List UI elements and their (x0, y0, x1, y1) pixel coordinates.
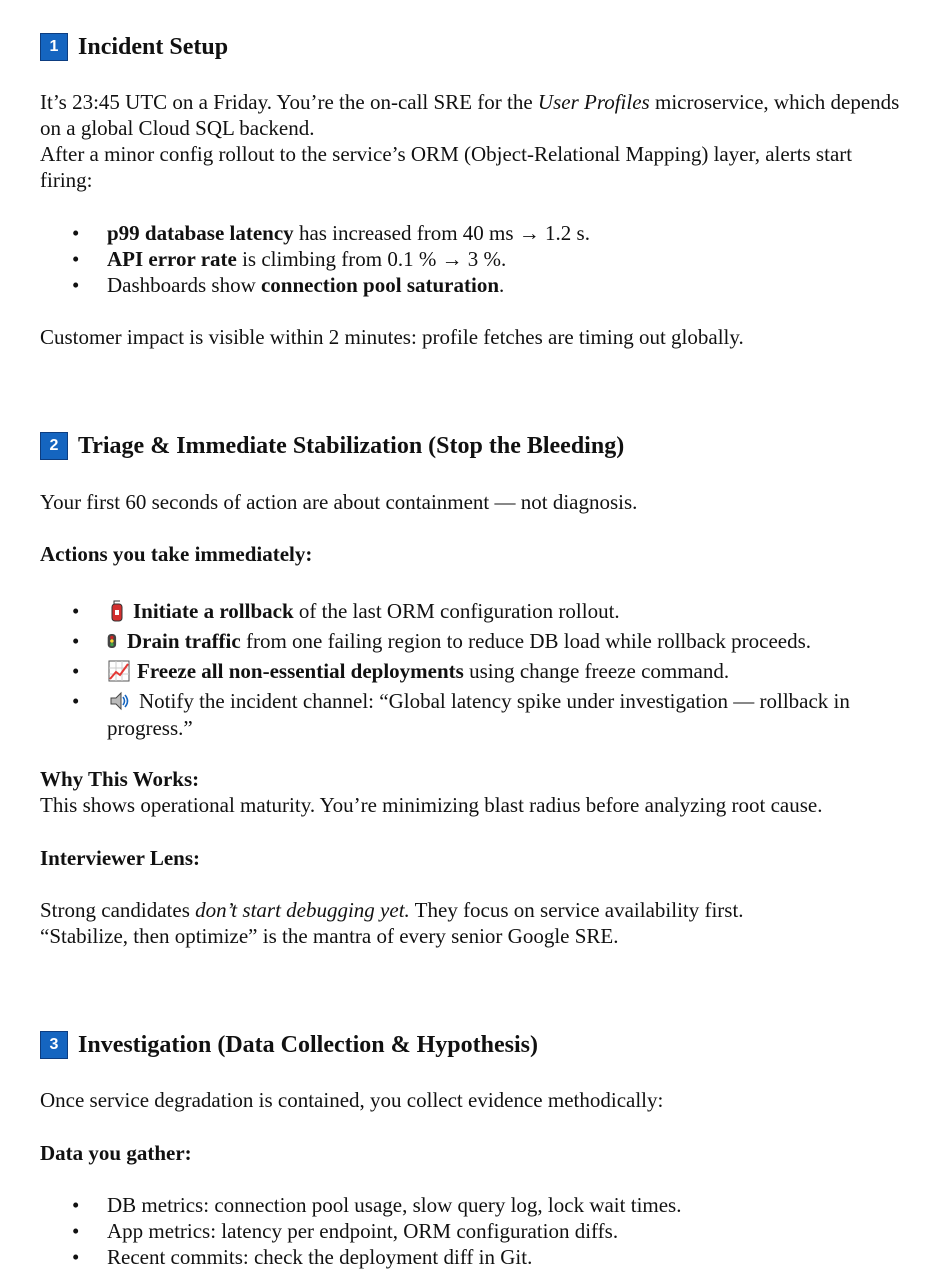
data-list (40, 1192, 900, 1270)
section-2-title: Triage & Immediate Stabilization (Stop the Bleeding) (78, 433, 625, 459)
section-1-intro (40, 89, 900, 193)
data-label: Data you gather: (40, 1141, 192, 1165)
list-item: • App metrics: latency per endpoint, ORM configuration diffs. (40, 1218, 900, 1244)
text: using change freeze command. (463, 659, 730, 683)
text: is climbing from 0.1 % → 3 %. (236, 247, 507, 271)
section-3-intro: Once service degradation is contained, you collect evidence methodically: (40, 1088, 664, 1112)
italic-text: don’t start debugging yet. (195, 898, 410, 922)
list-item: • Recent commits: check the deployment diff in Git. (40, 1244, 900, 1270)
list-item (40, 272, 900, 298)
list-item (40, 686, 900, 742)
number-1-badge-icon: 1 (40, 33, 68, 61)
text: has increased from 40 ms → 1.2 s. (293, 221, 590, 245)
text: . (499, 273, 505, 297)
customer-impact: Customer impact is visible within 2 minutes: profile fetches are timing out globally. (40, 325, 744, 349)
text: Strong candidates (40, 898, 196, 922)
bold-text: p99 database latency (107, 221, 294, 245)
text: microservice, which depends on a global Cloud SQL backend. (40, 90, 900, 140)
section-1-title: Incident Setup (78, 34, 229, 60)
text: After a minor config rollout to the service’s ORM (Object-Relational Mapping) layer, alerts start firing: (40, 142, 853, 192)
text: Dashboards show (107, 273, 261, 297)
list-item (40, 596, 900, 626)
traffic-light-icon (107, 630, 121, 652)
actions-label: Actions you take immediately: (40, 542, 313, 566)
text: from one failing region to reduce DB load while rollback proceeds. (240, 629, 812, 653)
section-3-title: Investigation (Data Collection & Hypothesis) (78, 1032, 538, 1058)
section-3-heading (40, 1031, 900, 1059)
why-label: Why This Works: (40, 767, 200, 791)
speaker-icon (107, 690, 133, 712)
list-item (40, 246, 900, 272)
chart-increasing-icon (107, 660, 131, 682)
bold-text: Initiate a rollback (133, 599, 294, 623)
text: They focus on service availability first. (409, 898, 744, 922)
list-item (40, 656, 900, 686)
section-2-heading (40, 432, 900, 460)
list-item (40, 220, 900, 246)
why-text: This shows operational maturity. You’re minimizing blast radius before analyzing root cause. (40, 793, 823, 817)
list-item: • DB metrics: connection pool usage, slow query log, lock wait times. (40, 1192, 900, 1218)
bold-text: Freeze all non-essential deployments (137, 659, 464, 683)
fire-extinguisher-icon (107, 600, 127, 622)
alerts-list (40, 220, 900, 298)
list-item (40, 626, 900, 656)
interviewer-lens-label: Interviewer Lens: (40, 846, 200, 870)
text: “Stabilize, then optimize” is the mantra of every senior Google SRE. (40, 924, 619, 948)
text: of the last ORM configuration rollout. (293, 599, 620, 623)
number-3-badge-icon: 3 (40, 1031, 68, 1059)
number-2-badge-icon: 2 (40, 432, 68, 460)
why-this-works (40, 766, 900, 818)
bold-text: API error rate (107, 247, 237, 271)
bold-text: connection pool saturation (260, 273, 499, 297)
interviewer-lens-text (40, 897, 900, 949)
text: It’s 23:45 UTC on a Friday. You’re the on-call SRE for the (40, 90, 538, 114)
section-1-heading (40, 33, 900, 61)
bold-text: Drain traffic (127, 629, 241, 653)
section-2-intro: Your first 60 seconds of action are about containment — not diagnosis. (40, 490, 638, 514)
service-name: User Profiles (537, 90, 650, 114)
actions-list (40, 596, 900, 742)
text: Notify the incident channel: “Global latency spike under investigation — rollback in progress.” (107, 689, 850, 740)
